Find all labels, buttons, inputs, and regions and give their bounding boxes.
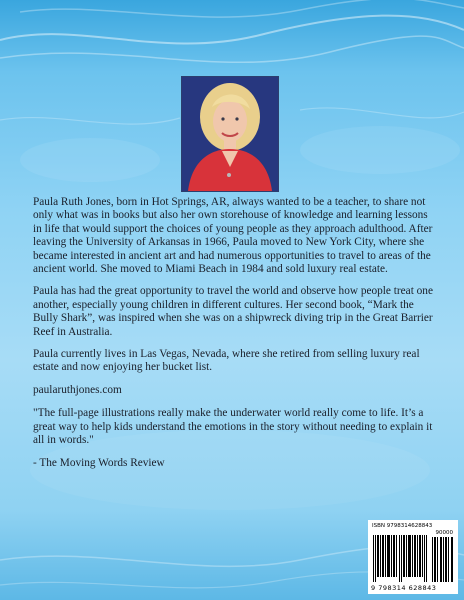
light-patch <box>20 138 160 182</box>
author-website-link[interactable]: paularuthjones.com <box>33 383 122 396</box>
light-patch <box>300 126 460 174</box>
bio-paragraph-1: Paula Ruth Jones, born in Hot Springs, AR, always wanted to be a teacher, to share not only what was in books but also her own storehouse of knowledge and learning lessons in life that would support the choices of young people as they approach adulthood. After leaving the University of Arkansas in 1966, Paula moved to New York City, where she became interested in ancient art and had numerous opportunities to travel to areas of the ancient world. She moved to Miami Beach in 1984 and sold luxury real estate. <box>33 196 433 276</box>
price-barcode-bars <box>432 537 454 582</box>
bio-paragraph-3: Paula currently lives in Las Vegas, Nevada, where she retired from selling luxury real estate and now enjoying her bucket list. <box>33 348 420 374</box>
author-bio <box>33 196 438 479</box>
review-source: - The Moving Words Review <box>33 456 165 469</box>
wave-line <box>0 118 180 125</box>
author-portrait <box>182 77 278 191</box>
bio-paragraph-2: Paula has had the great opportunity to travel the world and observe how people treat one another, especially young children in different cultures. Her second book, “Mark the Bully Shark”, was inspired when she was on a shipwreck diving trip in the Great Barrier Reef in Australia. <box>33 285 433 338</box>
wave-line <box>20 0 464 17</box>
barcode-bars <box>373 535 429 582</box>
isbn-barcode <box>368 520 458 594</box>
wave-line <box>0 16 464 44</box>
price-code: 90000 <box>435 530 453 536</box>
barcode-digits: 9 798314 628843 <box>371 584 437 592</box>
wave-line <box>300 108 464 118</box>
author-photo <box>181 76 279 192</box>
isbn-label: ISBN 9798314628843 <box>372 523 433 529</box>
review-quote: "The full-page illustrations really make the underwater world really come to life. It’s a great way to help kids understand the emotions in the story without needing to explain it all in words." <box>33 407 433 447</box>
